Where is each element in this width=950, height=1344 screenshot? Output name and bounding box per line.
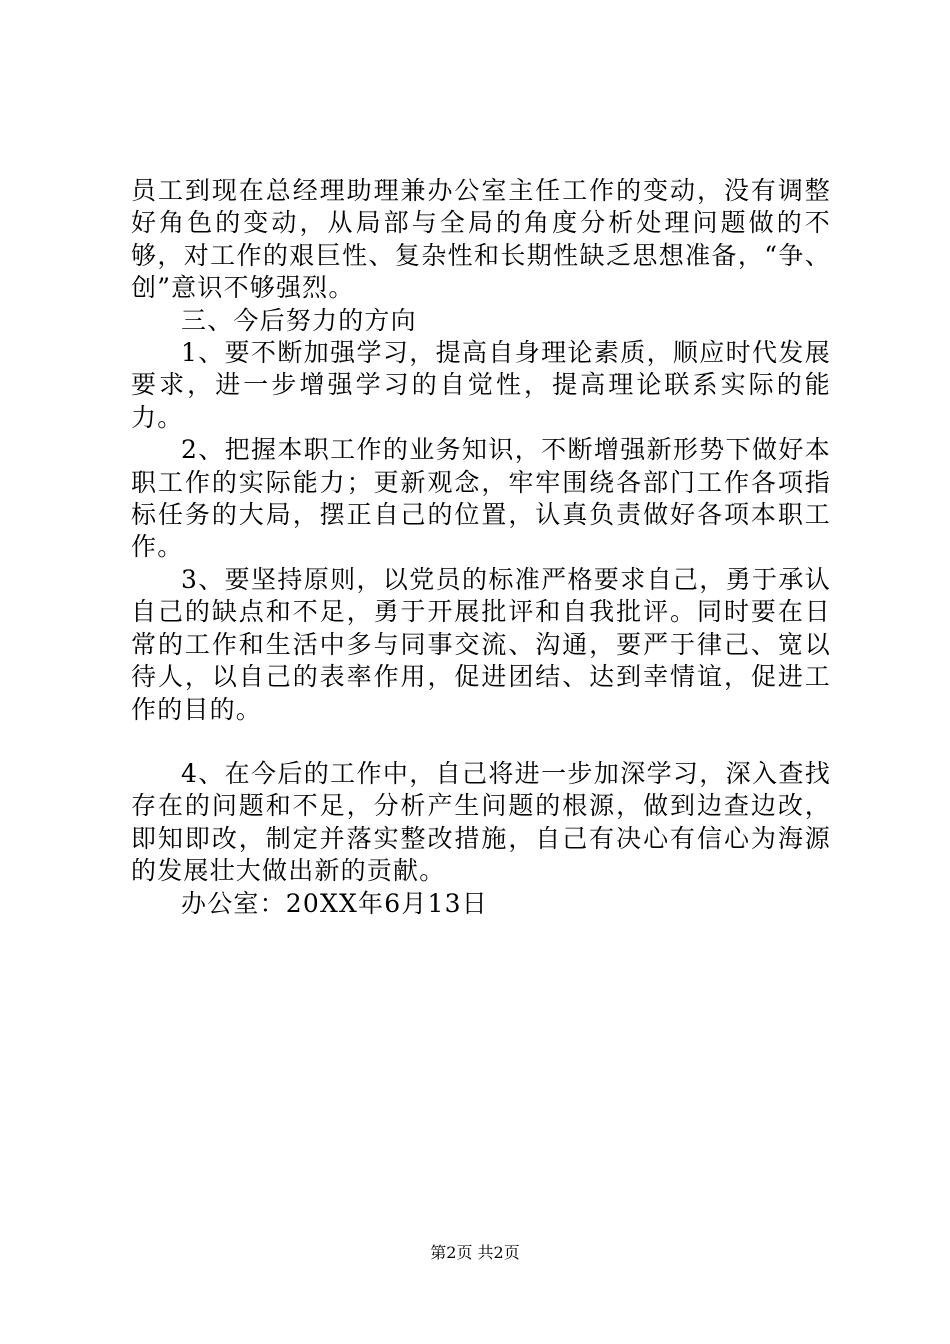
section-heading: 三、今后努力的方向 (181, 305, 417, 335)
page-number-footer: 第2页 共2页 (430, 1243, 520, 1262)
paragraph-item-4: 4、在今后的工作中，自己将进一步加深学习，深入查找存在的问题和不足，分析产生问题的根源，做到边查边改，即知即改，制定并落实整改措施，自己有决心有信心为海源的发展壮大做出新的贡献。 (131, 758, 831, 886)
paragraph-item-3: 3、要坚持原则，以党员的标准严格要求自己，勇于承认自己的缺点和不足，勇于开展批评和自我批评。同时要在日常的工作和生活中多与同事交流、沟通，要严于律己、宽以待人，以自己的表率作用，促进团结、达到幸情谊，促进工作的目的。 (131, 564, 831, 724)
document-body (131, 175, 831, 920)
paragraph-item-2: 2、把握本职工作的业务知识，不断增强新形势下做好本职工作的实际能力；更新观念，牢牢围绕各部门工作各项指标任务的大局，摆正自己的位置，认真负责做好各项本职工作。 (131, 435, 831, 562)
paragraph-spacer (131, 726, 831, 758)
signature-date: 办公室：20XX年6月13日 (181, 888, 488, 918)
paragraph-item-1: 1、要不断加强学习，提高自身理论素质，顺应时代发展要求，进一步增强学习的自觉性，提高理论联系实际的能力。 (131, 338, 831, 432)
paragraph-continuation: 员工到现在总经理助理兼办公室主任工作的变动，没有调整好角色的变动，从局部与全局的角度分析处理问题做的不够，对工作的艰巨性、复杂性和长期性缺乏思想准备，“争、创”意识不够强烈。 (131, 176, 831, 303)
